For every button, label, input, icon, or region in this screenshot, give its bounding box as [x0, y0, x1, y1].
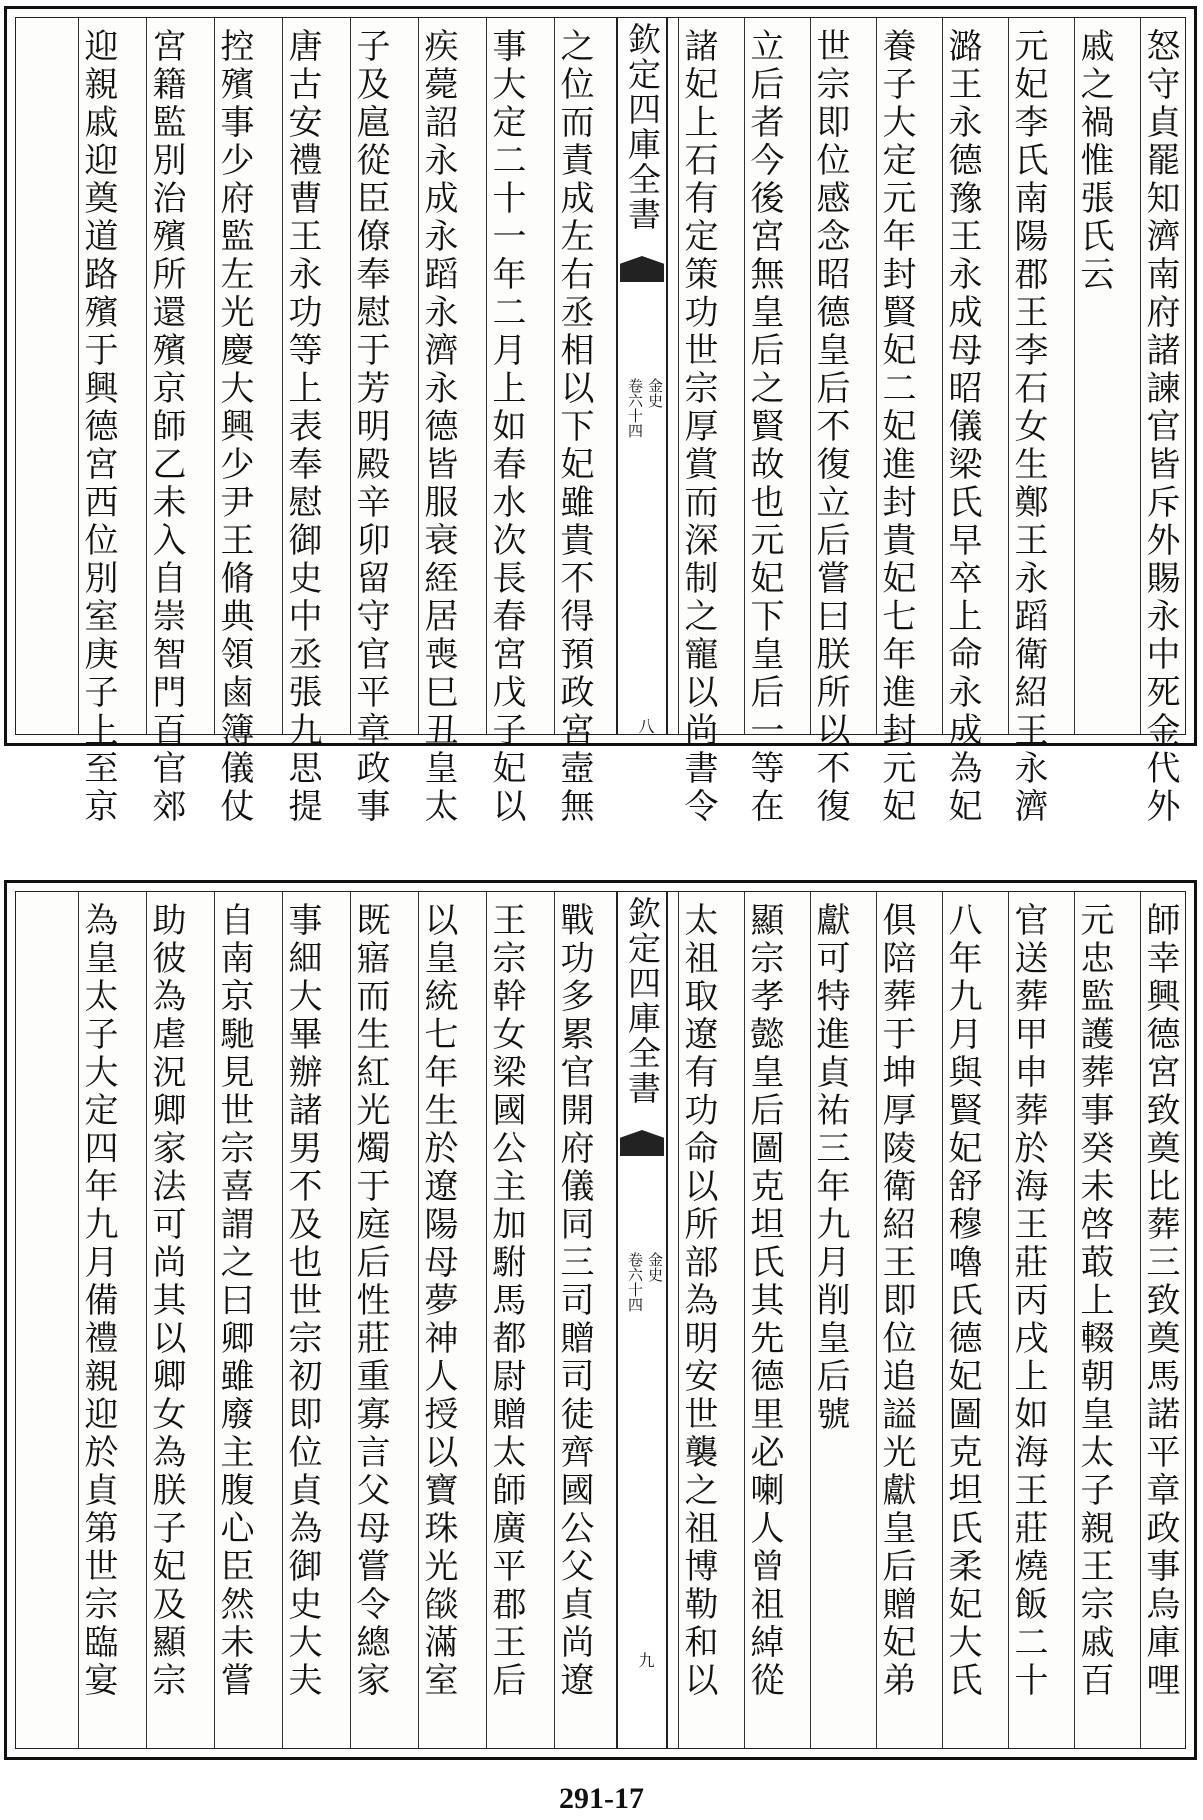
text-column: [350, 892, 390, 1748]
text-column: [942, 892, 982, 1748]
column-text: 師幸興德宮致奠比葬三致奠馬諾平章政事烏庫哩: [1140, 902, 1180, 1700]
column-text: 戚之禍惟張氏云: [1074, 28, 1114, 294]
text-column: [942, 18, 982, 826]
column-text: 顯宗孝懿皇后圖克坦氏其先德里必喇人曾祖綽從: [744, 902, 784, 1700]
text-column: [1140, 892, 1180, 1748]
column-text: 養子大定元年封賢妃二妃進封貴妃七年進封元妃: [876, 28, 916, 826]
column-text: 獻可特進貞祐三年九月削皇后號: [810, 902, 850, 1434]
text-column: [486, 892, 526, 1748]
column-text: 為皇太子大定四年九月備禮親迎於貞第世宗臨宴: [78, 902, 118, 1700]
column-text: 怒守貞罷知濟南府諸諫官皆斥外賜永中死金代外: [1140, 28, 1180, 826]
text-column: [214, 892, 254, 1748]
center-fold: [616, 18, 668, 734]
column-text: 助彼為虐況卿家法可尚其以卿女為朕子妃及顯宗: [146, 902, 186, 1700]
leaf-number: 九: [636, 1652, 655, 1668]
book-title: 金史: [646, 378, 664, 408]
text-column: [678, 18, 718, 826]
column-text: 宮籍監別治殯所還殯京師乙未入自崇智門百官郊: [146, 28, 186, 826]
bottom-page-frame: [15, 891, 1186, 1749]
collection-title: 欽定四庫全書: [623, 22, 662, 232]
bottom-page: [4, 880, 1197, 1760]
column-text: 世宗即位感念昭德皇后不復立后嘗曰朕所以不復: [810, 28, 850, 826]
column-text: 事細大畢辦諸男不及也世宗初即位貞為御史大夫: [282, 902, 322, 1700]
text-column: [554, 892, 594, 1748]
column-text: 戰功多累官開府儀同三司贈司徒齊國公父貞尚遼: [554, 902, 594, 1700]
text-column: [1008, 18, 1048, 826]
column-text: 俱陪葬于坤厚陵衛紹王即位追謚光獻皇后贈妃弟: [876, 902, 916, 1700]
text-column: [146, 18, 186, 826]
text-column: [810, 892, 850, 1748]
text-column: [78, 18, 118, 826]
column-text: 八年九月與賢妃舒穆嚕氏德妃圖克坦氏柔妃大氏: [942, 902, 982, 1700]
text-column: [282, 892, 322, 1748]
column-text: 立后者今後宮無皇后之賢故也元妃下皇后一等在: [744, 28, 784, 826]
column-text: 元妃李氏南陽郡王李石女生鄭王永蹈衛紹王永濟: [1008, 28, 1048, 826]
text-column: [1074, 18, 1114, 734]
column-text: 諸妃上石有定策功世宗厚賞而深制之寵以尚書令: [678, 28, 718, 826]
text-column: [1140, 18, 1180, 826]
text-column: [744, 892, 784, 1748]
column-text: 自南京馳見世宗喜謂之曰卿雖廢主腹心臣然未嘗: [214, 902, 254, 1700]
text-column: [810, 18, 850, 826]
text-column: [282, 18, 322, 826]
column-text: 潞王永德豫王永成母昭儀梁氏早卒上命永成為妃: [942, 28, 982, 826]
column-text: 元忠監護葬事癸未啓菆上輟朝皇太子親王宗戚百: [1074, 902, 1114, 1700]
collection-title: 欽定四庫全書: [623, 896, 662, 1106]
column-text: 官送葬甲申葬於海王莊丙戌上如海王莊燒飯二十: [1008, 902, 1048, 1700]
text-column: [146, 892, 186, 1748]
leaf-number: 八: [636, 718, 655, 734]
column-text: 疾薨詔永成永蹈永濟永德皆服衰絰居喪巳丑皇太: [418, 28, 458, 826]
text-column: [1008, 892, 1048, 1748]
text-column: [418, 892, 458, 1748]
column-text: 控殯事少府監左光慶大興少尹王脩典領鹵簿儀仗: [214, 28, 254, 826]
text-column: [214, 18, 254, 826]
column-text: 事大定二十一年二月上如春水次長春宮戊子妃以: [486, 28, 526, 826]
center-fold: [616, 892, 668, 1748]
column-text: 之位而責成左右丞相以下妃雖貴不得預政宮壼無: [554, 28, 594, 826]
fish-tail-mark-icon: [620, 1130, 664, 1156]
text-column: [78, 892, 118, 1748]
text-column: [876, 18, 916, 826]
fish-tail-mark-icon: [620, 256, 664, 282]
text-column: [486, 18, 526, 826]
column-text: 王宗幹女梁國公主加駙馬都尉贈太師廣平郡王后: [486, 902, 526, 1700]
top-page: [4, 6, 1197, 826]
column-text: 太祖取遼有功命以所部為明安世襲之祖博勒和以: [678, 902, 718, 1700]
volume-label: 卷六十四: [626, 378, 644, 438]
scan-page-number: 291-17: [559, 1782, 644, 1815]
text-column: [678, 892, 718, 1748]
text-column: [350, 18, 390, 826]
text-column: [744, 18, 784, 826]
column-text: 以皇統七年生於遼陽母夢神人授以寶珠光燄滿室: [418, 902, 458, 1700]
text-column: [554, 18, 594, 826]
text-column: [418, 18, 458, 826]
column-text: 迎親戚迎奠道路殯于興德宮西位別室庚子上至京: [78, 28, 118, 826]
column-text: 子及扈從臣僚奉慰于芳明殿辛卯留守官平章政事: [350, 28, 390, 826]
column-text: 唐古安禮曹王永功等上表奉慰御史中丞張九思提: [282, 28, 322, 826]
top-page-frame: [15, 17, 1186, 826]
volume-label: 卷六十四: [626, 1252, 644, 1312]
text-column: [1074, 892, 1114, 1748]
text-column: [876, 892, 916, 1748]
book-title: 金史: [646, 1252, 664, 1282]
column-text: 既寤而生紅光燭于庭后性莊重寡言父母嘗令總家: [350, 902, 390, 1700]
